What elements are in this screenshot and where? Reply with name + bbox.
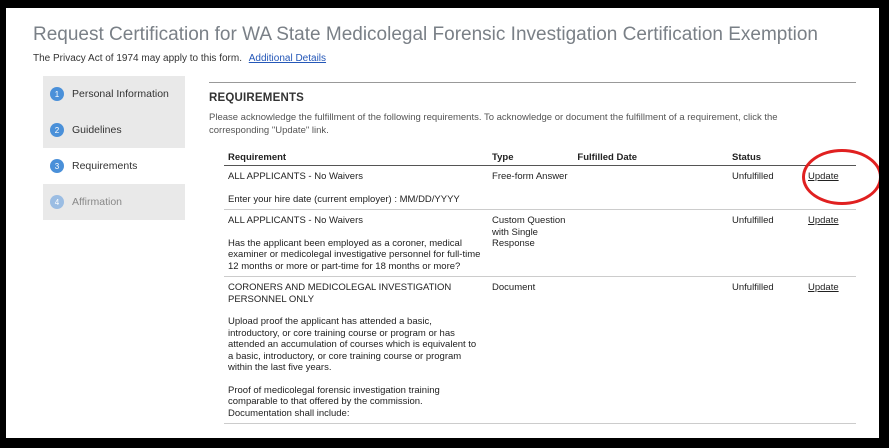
requirement-description: Upload proof the applicant has attended a basic, introductory, or core training course or program or has attended an accumulation of courses which is equivalent to a basic, introductory, or core training course or program within the last five years. [228, 316, 477, 373]
status-cell: Unfulfilled [728, 166, 804, 210]
table-row [224, 210, 856, 277]
step-number-icon: 2 [50, 123, 64, 137]
step-number-icon: 4 [50, 195, 64, 209]
table-row [224, 166, 856, 210]
requirement-title: ALL APPLICANTS - No Waivers [228, 215, 363, 226]
requirement-cell [224, 210, 488, 277]
update-cell [804, 210, 856, 277]
column-header-status: Status [728, 149, 804, 166]
requirement-description: Enter your hire date (current employer) : MM/DD/YYYY [228, 193, 460, 205]
status-cell: Unfulfilled [728, 210, 804, 277]
type-cell: Free-form Answer [488, 166, 573, 210]
requirements-table [224, 149, 856, 424]
page-frame [6, 8, 879, 438]
requirement-cell [224, 166, 488, 210]
step-personal-information[interactable] [43, 76, 185, 112]
column-header-action [804, 149, 856, 166]
update-link[interactable]: Update [807, 282, 839, 293]
privacy-text: The Privacy Act of 1974 may apply to this form. [33, 53, 242, 64]
update-cell [804, 166, 856, 210]
requirement-cell [224, 277, 488, 424]
step-label: Requirements [72, 160, 138, 172]
type-cell: Document [488, 277, 573, 424]
step-number-icon: 1 [50, 87, 64, 101]
section-title: REQUIREMENTS [209, 92, 305, 104]
column-header-requirement: Requirement [224, 149, 488, 166]
requirement-title: ALL APPLICANTS - No Waivers [228, 171, 363, 182]
status-cell: Unfulfilled [728, 277, 804, 424]
update-cell [804, 277, 856, 424]
table-header-row [224, 149, 856, 166]
type-cell: Custom Question with Single Response [488, 210, 573, 277]
column-header-type: Type [488, 149, 573, 166]
step-label: Personal Information [72, 88, 169, 100]
steps-sidebar [43, 76, 185, 220]
requirement-description-extra: Proof of medicolegal forensic investigation training comparable to that offered by the commission. Documentation shall include: [228, 384, 440, 419]
requirement-title: CORONERS AND MEDICOLEGAL INVESTIGATION PERSONNEL ONLY [228, 282, 452, 305]
step-guidelines[interactable] [43, 112, 185, 148]
update-link[interactable]: Update [807, 171, 839, 182]
section-divider [209, 82, 856, 83]
step-requirements[interactable] [43, 148, 185, 184]
step-number-icon: 3 [50, 159, 64, 173]
requirement-description: Has the applicant been employed as a coroner, medical examiner or medicolegal investigative personnel for full-time 12 months or more or part-time for 18 months or more? [228, 237, 481, 272]
intro-text: Please acknowledge the fulfillment of the following requirements. To acknowledge or document the fulfillment of a requirement, click the corresponding "Update" link. [209, 112, 778, 136]
step-label: Affirmation [72, 196, 122, 208]
fulfilled-date-cell [573, 166, 728, 210]
page-title: Request Certification for WA State Medicolegal Forensic Investigation Certification Exemption [33, 24, 818, 45]
step-label: Guidelines [72, 124, 122, 136]
privacy-notice [33, 53, 326, 64]
main-content [209, 82, 856, 419]
fulfilled-date-cell [573, 277, 728, 424]
table-row [224, 277, 856, 424]
step-affirmation [43, 184, 185, 220]
column-header-fulfilled-date: Fulfilled Date [573, 149, 728, 166]
update-link[interactable]: Update [807, 215, 839, 226]
additional-details-link[interactable]: Additional Details [248, 53, 327, 64]
fulfilled-date-cell [573, 210, 728, 277]
